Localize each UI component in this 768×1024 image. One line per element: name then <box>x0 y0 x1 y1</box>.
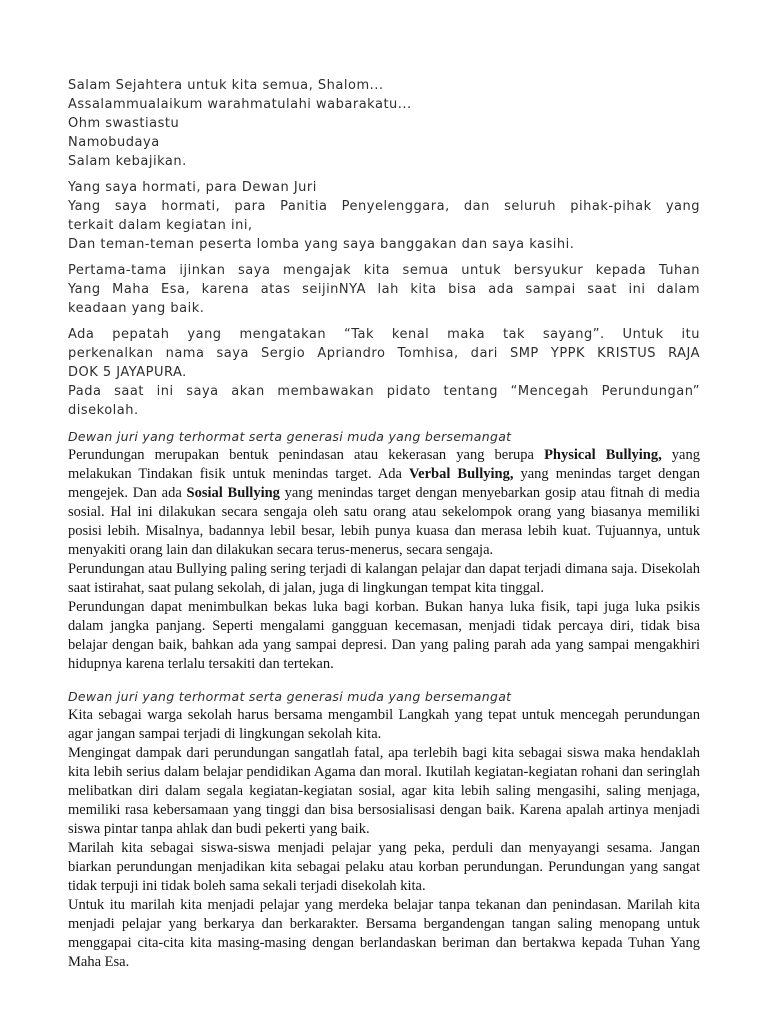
text-line: Salam Sejahtera untuk kita semua, Shalom... <box>68 78 384 93</box>
paragraph <box>68 178 700 254</box>
text-line: Pertama-tama ijinkan saya mengajak kita semua untuk bersyukur kepada Tuhan <box>68 263 700 278</box>
paragraph: Kita sebagai warga sekolah harus bersama mengambil Langkah yang tepat untuk mencegah perundungan agar jangan sampai terjadi di lingkungan sekolah kita. <box>68 707 700 742</box>
opening-greetings-section <box>68 76 700 420</box>
text-line: disekolah. <box>68 403 139 418</box>
text-line: DOK 5 JAYAPURA. <box>68 365 187 380</box>
paragraph: Perundungan atau Bullying paling sering terjadi di kalangan pelajar dan dapat terjadi dimana saja. Disekolah saat istirahat, saat pulang sekolah, di jalan, juga di lingkungan tempat kita tinggal. <box>68 561 700 596</box>
bold-term: Verbal Bullying, <box>409 466 514 482</box>
bold-term: Sosial Bullying <box>186 485 280 501</box>
text-line: terkait dalam kegiatan ini, <box>68 218 253 233</box>
paragraph <box>68 76 700 171</box>
paragraph: Perundungan dapat menimbulkan bekas luka bagi korban. Bukan hanya luka fisik, tapi juga luka psikis dalam jangka panjang. Seperti mengalami gangguan kecemasan, menjadi tidak percaya diri, tidak bisa belajar dengan baik, bahkan ada yang sampai depresi. Dan yang paling parah ada yang sampai mengakhiri hidupnya karena terlalu tersakiti dan tertekan. <box>68 599 700 672</box>
text-line: Dan teman-teman peserta lomba yang saya banggakan dan saya kasihi. <box>68 237 575 252</box>
text-line: Yang Maha Esa, karena atas seijinNYA lah kita bisa ada sampai saat ini dalam <box>68 282 700 297</box>
text-line: Ada pepatah yang mengatakan “Tak kenal maka tak sayang”. Untuk itu <box>68 327 700 342</box>
text-line: Yang saya hormati, para Panitia Penyelenggara, dan seluruh pihak-pihak yang <box>68 199 700 214</box>
body-section <box>68 687 700 972</box>
paragraph: Perundungan merupakan bentuk penindasan atau kekerasan yang berupa Physical Bullying, yang melakukan Tindakan fisik untuk menindas target. Ada Verbal Bullying, yang menindas target dengan mengejek. Dan ada Sosial Bullying yang menindas target dengan menyebarkan gosip atau fitnah di media sosial. Hal ini dilakukan secara sengaja oleh satu orang atau sekelompok orang yang biasanya memiliki posisi lebih. Misalnya, badannya lebil besar, lebih punya kuasa dan merasa lebih kuat. Tujuannya, untuk menyakiti orang lain dan dilakukan secara terus-menerus, secara sengaja. <box>68 447 701 558</box>
body-section <box>68 427 700 674</box>
section-heading: Dewan juri yang terhormat serta generasi muda yang bersemangat <box>68 429 512 444</box>
bold-term: Physical Bullying, <box>544 447 662 463</box>
section-heading: Dewan juri yang terhormat serta generasi muda yang bersemangat <box>68 689 512 704</box>
paragraph <box>68 325 700 420</box>
text-line: Pada saat ini saya akan membawakan pidato tentang “Mencegah Perundungan” <box>68 384 700 399</box>
text-line: Ohm swastiastu <box>68 116 180 131</box>
text-line: Namobudaya <box>68 135 160 150</box>
paragraph: Marilah kita sebagai siswa-siswa menjadi pelajar yang peka, perduli dan menyayangi sesama. Jangan biarkan perundungan menjadikan kita sebagai pelaku atau korban perundungan. Perundungan yang sangat tidak terpuji ini tidak boleh sama sekali terjadi disekolah kita. <box>68 840 700 894</box>
text-line: Salam kebajikan. <box>68 154 187 169</box>
paragraph: Untuk itu marilah kita menjadi pelajar yang merdeka belajar tanpa tekanan dan penindasan. Marilah kita menjadi pelajar yang berkarya dan berkarakter. Bersama bergandengan tangan saling menopang untuk menggapai cita-cita kita masing-masing dengan berlandaskan beriman dan bertakwa kepada Tuhan Yang Maha Esa. <box>68 897 700 970</box>
text-line: Yang saya hormati, para Dewan Juri <box>68 180 317 195</box>
paragraph: Mengingat dampak dari perundungan sangatlah fatal, apa terlebih bagi kita sebagai siswa maka hendaklah kita lebih serius dalam belajar pendidikan Agama dan moral. Ikutilah kegiatan-kegiatan rohani dan seringlah melibatkan diri dalam segala kegiatan-kegiatan sosial, agar kita lebih saling mengasihi, saling menjaga, memiliki rasa kebersamaan yang tinggi dan bisa bersosialisasi dengan baik. Karena apalah artinya menjadi siswa pintar tanpa ahlak dan budi pekerti yang baik. <box>68 745 700 837</box>
text-line: perkenalkan nama saya Sergio Apriandro Tomhisa, dari SMP YPPK KRISTUS RAJA <box>68 346 700 361</box>
paragraph <box>68 261 700 318</box>
text-line: Assalammualaikum warahmatulahi wabarakatu... <box>68 97 412 112</box>
text-line: keadaan yang baik. <box>68 301 205 316</box>
speech-body <box>68 427 700 972</box>
